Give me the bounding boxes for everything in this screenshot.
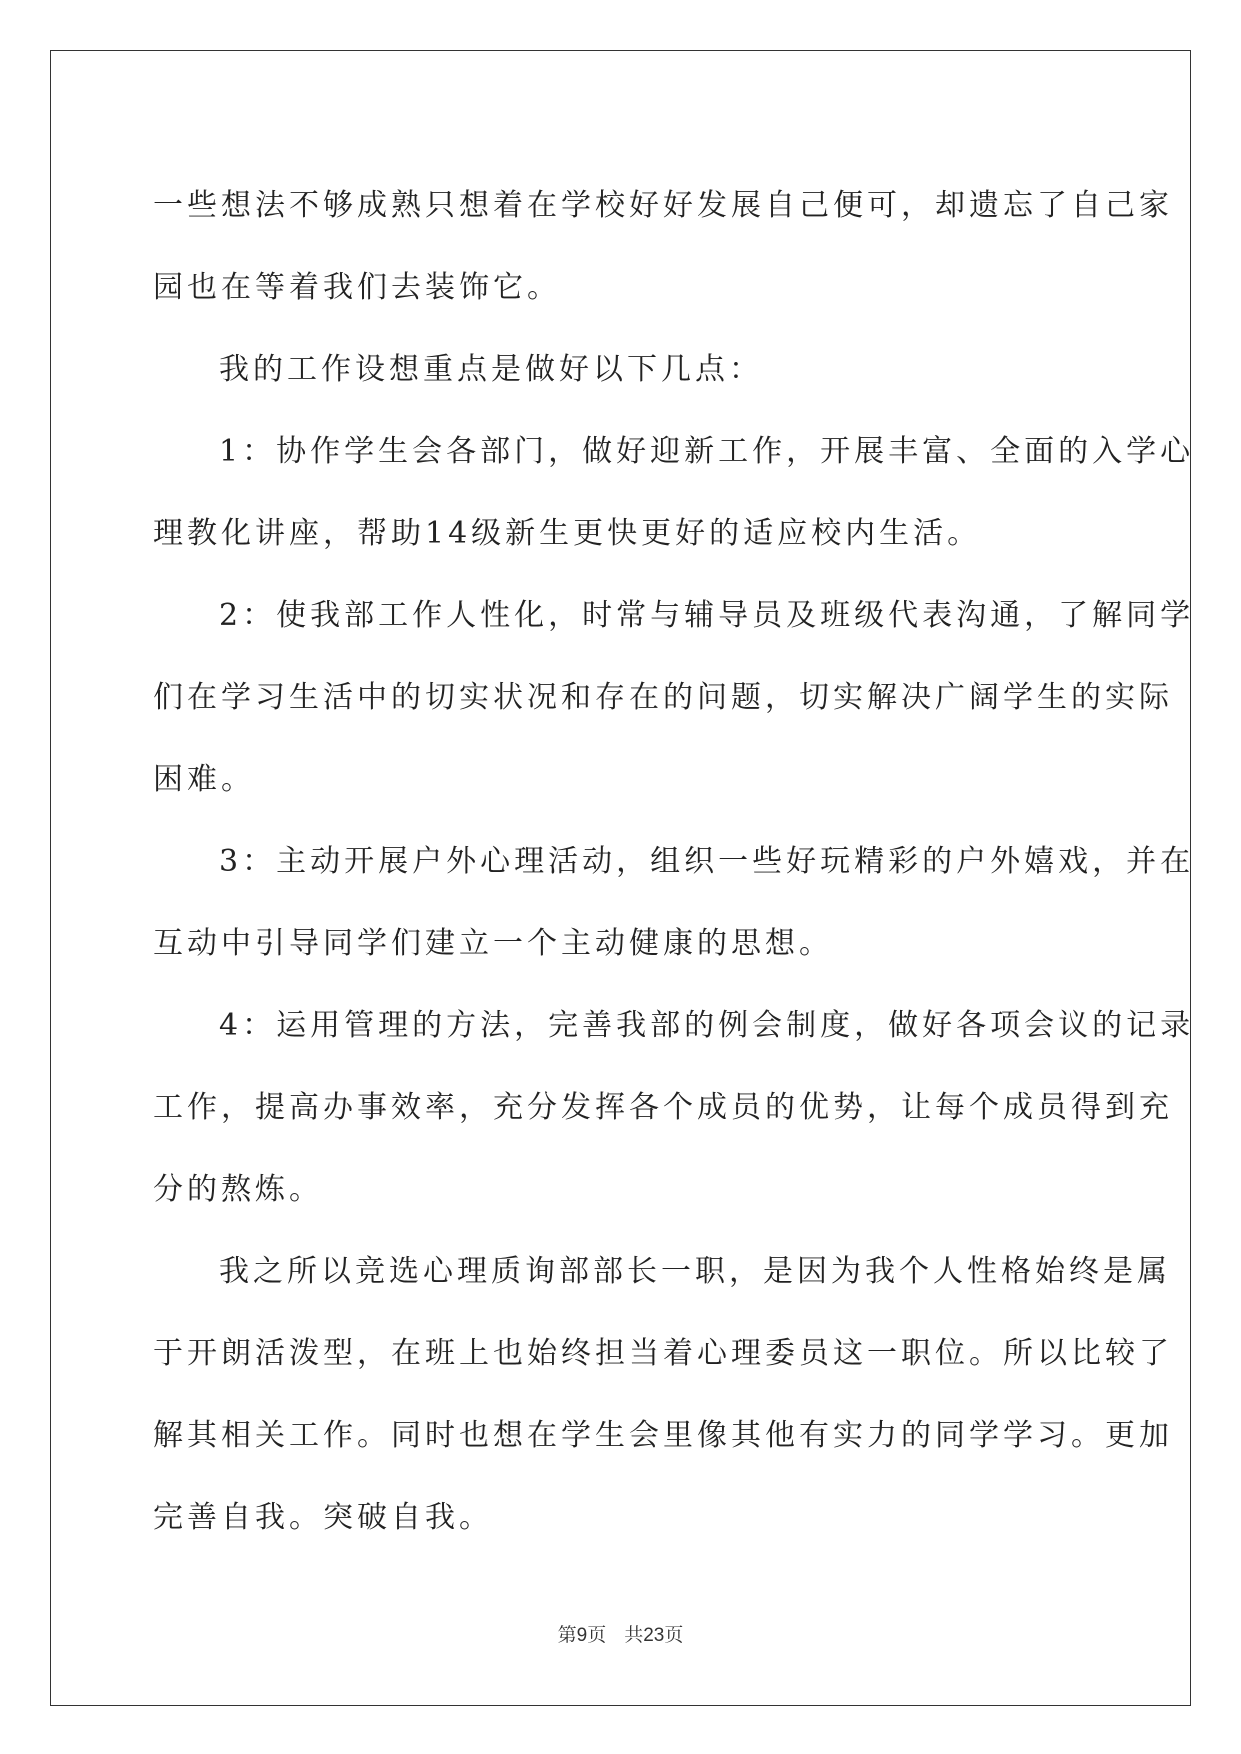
paragraph-line: 我的工作设想重点是做好以下几点： — [219, 352, 763, 387]
paragraph-line: 工作，提高办事效率，充分发挥各个成员的优势，让每个成员得到充 — [153, 1090, 1173, 1125]
total-prefix: 共 — [624, 1625, 644, 1646]
paragraph-line: 理教化讲座，帮助14级新生更快更好的适应校内生活。 — [153, 516, 982, 551]
paragraph-line: 3：主动开展户外心理活动，组织一些好玩精彩的户外嬉戏，并在 — [219, 844, 1195, 879]
paragraph-line: 困难。 — [153, 762, 255, 797]
paragraph-line: 园也在等着我们去装饰它。 — [153, 270, 561, 305]
paragraph-line: 我之所以竞选心理质询部部长一职，是因为我个人性格始终是属 — [219, 1254, 1171, 1289]
paragraph-line: 们在学习生活中的切实状况和存在的问题，切实解决广阔学生的实际 — [153, 680, 1173, 715]
paragraph-line: 一些想法不够成熟只想着在学校好好发展自己便可，却遗忘了自己家 — [153, 188, 1173, 223]
document-body — [153, 165, 1195, 1559]
page-suffix: 页 — [587, 1625, 607, 1646]
paragraph-line: 解其相关工作。同时也想在学生会里像其他有实力的同学学习。更加 — [153, 1418, 1173, 1453]
paragraph-line: 于开朗活泼型，在班上也始终担当着心理委员这一职位。所以比较了 — [153, 1336, 1173, 1371]
paragraph-line: 完善自我。突破自我。 — [153, 1500, 493, 1535]
total-pages: 23 — [643, 1625, 665, 1646]
paragraph-line: 1：协作学生会各部门，做好迎新工作，开展丰富、全面的入学心 — [219, 434, 1195, 469]
paragraph-line: 互动中引导同学们建立一个主动健康的思想。 — [153, 926, 833, 961]
paragraph-line: 2：使我部工作人性化，时常与辅导员及班级代表沟通，了解同学 — [219, 598, 1195, 633]
page-prefix: 第 — [557, 1625, 577, 1646]
page-footer — [0, 1620, 1241, 1647]
total-suffix: 页 — [664, 1625, 684, 1646]
paragraph-line: 4：运用管理的方法，完善我部的例会制度，做好各项会议的记录 — [219, 1008, 1195, 1043]
page-number: 9 — [576, 1625, 588, 1646]
paragraph-line: 分的熬炼。 — [153, 1172, 323, 1207]
